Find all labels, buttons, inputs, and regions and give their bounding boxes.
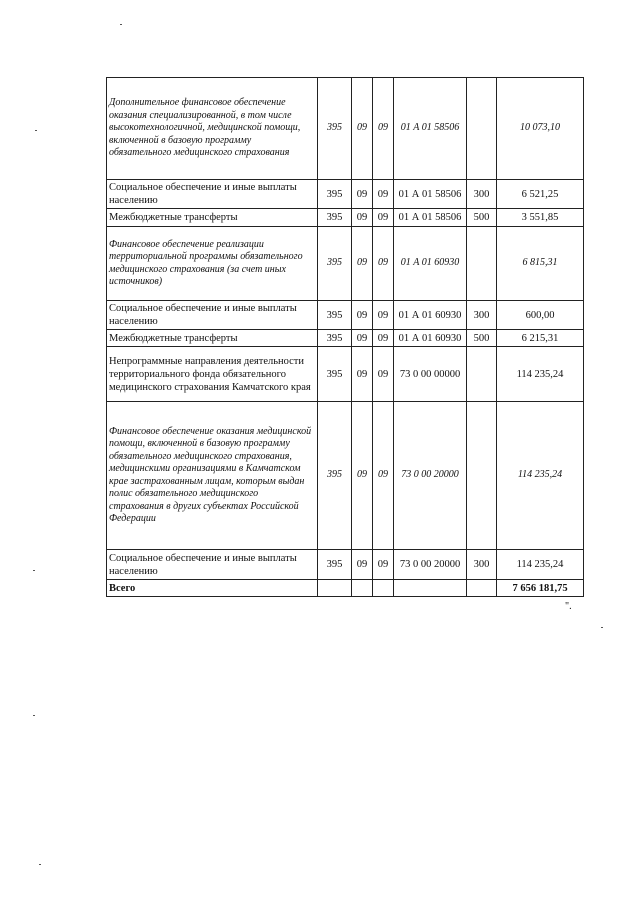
row-ministry: 395 (318, 550, 352, 580)
total-amount: 7 656 181,75 (497, 580, 584, 597)
row-ministry: 395 (318, 209, 352, 227)
row-ministry: 395 (318, 78, 352, 180)
table-row (107, 550, 584, 580)
row-amount: 114 235,24 (497, 550, 584, 580)
row-amount: 114 235,24 (497, 402, 584, 550)
empty-cell (318, 580, 352, 597)
row-ministry: 395 (318, 301, 352, 330)
row-amount: 10 073,10 (497, 78, 584, 180)
row-expense: 300 (467, 180, 497, 209)
row-subsection: 09 (373, 301, 394, 330)
scan-speck (33, 570, 35, 571)
row-amount: 3 551,85 (497, 209, 584, 227)
row-section: 09 (352, 347, 373, 402)
row-amount: 114 235,24 (497, 347, 584, 402)
row-subsection: 09 (373, 209, 394, 227)
table-row (107, 330, 584, 347)
row-target: 01 А 01 58506 (394, 78, 467, 180)
row-expense (467, 78, 497, 180)
row-ministry: 395 (318, 330, 352, 347)
row-section: 09 (352, 180, 373, 209)
row-subsection: 09 (373, 227, 394, 301)
table-row (107, 180, 584, 209)
table-row (107, 209, 584, 227)
row-expense: 300 (467, 550, 497, 580)
row-section: 09 (352, 227, 373, 301)
row-expense: 500 (467, 209, 497, 227)
row-ministry: 395 (318, 180, 352, 209)
row-subsection: 09 (373, 550, 394, 580)
row-expense: 500 (467, 330, 497, 347)
row-section: 09 (352, 209, 373, 227)
row-name: Межбюджетные трансферты (107, 209, 318, 227)
budget-table (106, 77, 584, 597)
row-section: 09 (352, 550, 373, 580)
row-target: 01 А 01 58506 (394, 209, 467, 227)
row-expense: 300 (467, 301, 497, 330)
row-ministry: 395 (318, 402, 352, 550)
closing-quote-mark: ". (565, 601, 572, 612)
total-label: Всего (107, 580, 318, 597)
row-target: 73 0 00 20000 (394, 402, 467, 550)
row-section: 09 (352, 78, 373, 180)
row-name: Финансовое обеспечение оказания медицинской помощи, включенной в базовую программу обязательного медицинского страхования, медицинскими организациями в Камчатском крае застрахованным лицам, которым выдан полис обязательного медицинского страхования в других субъектах Российской Федерации (107, 402, 318, 550)
row-expense (467, 227, 497, 301)
row-amount: 6 815,31 (497, 227, 584, 301)
table-row (107, 301, 584, 330)
row-name: Межбюджетные трансферты (107, 330, 318, 347)
scan-speck (33, 715, 35, 716)
row-target: 01 А 01 60930 (394, 301, 467, 330)
row-expense (467, 347, 497, 402)
table-row (107, 78, 584, 180)
row-subsection: 09 (373, 347, 394, 402)
table-row (107, 402, 584, 550)
row-target: 01 А 01 60930 (394, 227, 467, 301)
row-subsection: 09 (373, 402, 394, 550)
scan-speck (35, 130, 37, 131)
row-expense (467, 402, 497, 550)
row-amount: 6 521,25 (497, 180, 584, 209)
row-target: 73 0 00 20000 (394, 550, 467, 580)
row-amount: 600,00 (497, 301, 584, 330)
row-name: Финансовое обеспечение реализации территориальной программы обязательного медицинского страхования (за счет иных источников) (107, 227, 318, 301)
row-target: 01 А 01 60930 (394, 330, 467, 347)
empty-cell (373, 580, 394, 597)
row-section: 09 (352, 301, 373, 330)
row-amount: 6 215,31 (497, 330, 584, 347)
total-row (107, 580, 584, 597)
row-name: Непрограммные направления деятельности территориального фонда обязательного медицинского страхования Камчатского края (107, 347, 318, 402)
row-section: 09 (352, 330, 373, 347)
scan-speck (601, 627, 603, 628)
row-name: Социальное обеспечение и иные выплаты населению (107, 180, 318, 209)
row-subsection: 09 (373, 78, 394, 180)
row-subsection: 09 (373, 180, 394, 209)
row-ministry: 395 (318, 347, 352, 402)
empty-cell (467, 580, 497, 597)
row-name: Социальное обеспечение и иные выплаты населению (107, 550, 318, 580)
table-row (107, 347, 584, 402)
empty-cell (394, 580, 467, 597)
row-ministry: 395 (318, 227, 352, 301)
row-target: 73 0 00 00000 (394, 347, 467, 402)
row-name: Социальное обеспечение и иные выплаты населению (107, 301, 318, 330)
row-section: 09 (352, 402, 373, 550)
scan-speck (120, 24, 122, 25)
row-name: Дополнительное финансовое обеспечение оказания специализированной, в том числе высокотехнологичной, медицинской помощи, включенной в базовую программу обязательного медицинского страхования (107, 78, 318, 180)
empty-cell (352, 580, 373, 597)
table-row (107, 227, 584, 301)
row-target: 01 А 01 58506 (394, 180, 467, 209)
row-subsection: 09 (373, 330, 394, 347)
scan-speck (39, 864, 41, 865)
